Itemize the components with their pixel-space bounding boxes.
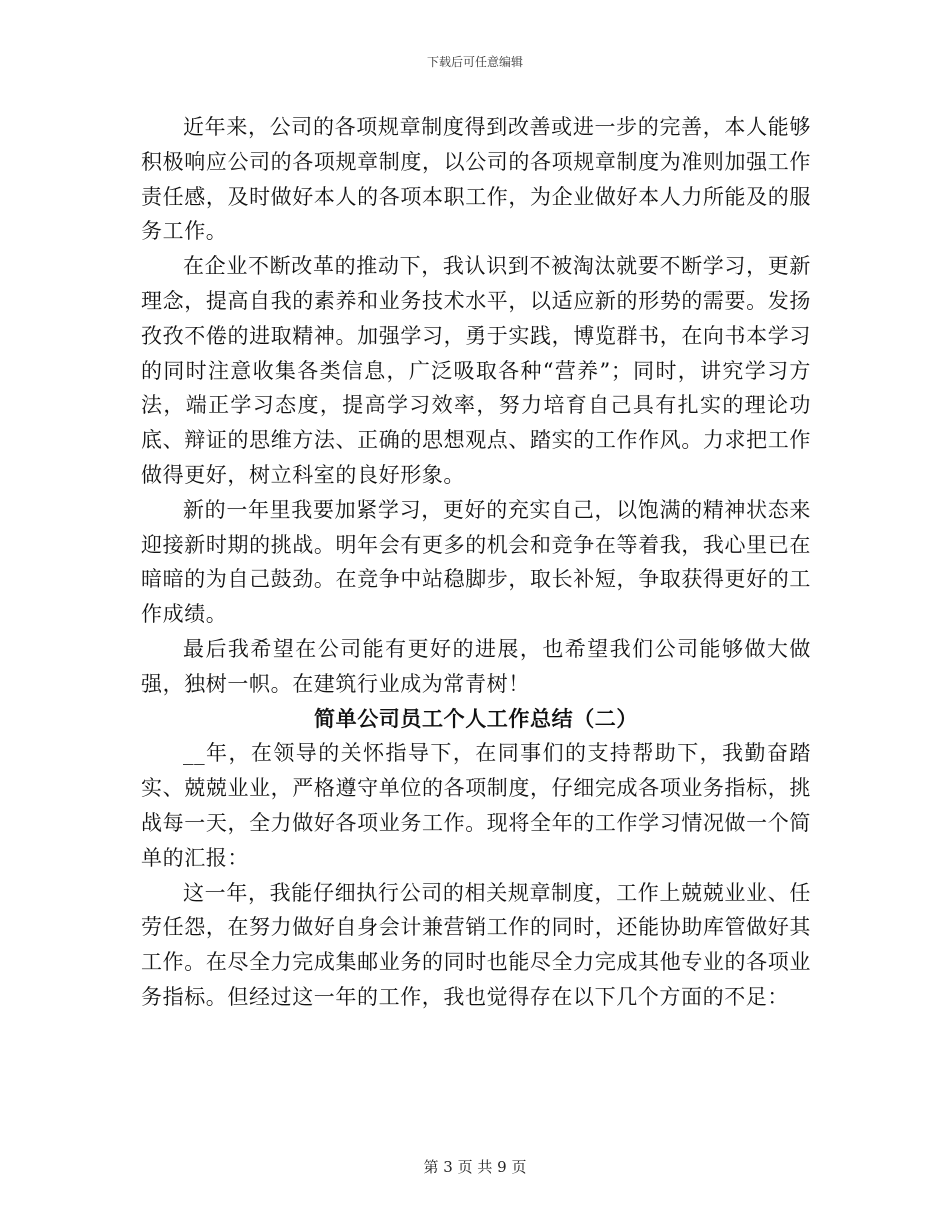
section-title: 简单公司员工个人工作总结（二） bbox=[314, 706, 638, 731]
paragraph-1: 近年来，公司的各项规章制度得到改善或进一步的完善，本人能够积极响应公司的各项规章制度，以公司的各项规章制度为准则加强工作责任感，及时做好本人的各项本职工作，为企业做好本人力所能及的服务工作。 bbox=[141, 115, 811, 244]
page-header: 下载后可任意编辑 bbox=[426, 55, 523, 69]
paragraph-4: 最后我希望在公司能有更好的进展，也希望我们公司能够做大做强，独树一帜。在建筑行业成为常青树！ bbox=[141, 636, 811, 696]
paragraph-2: 在企业不断改革的推动下，我认识到不被淘汰就要不断学习，更新理念，提高自我的素养和业务技术水平，以适应新的形势的需要。发扬孜孜不倦的进取精神。加强学习，勇于实践，博览群书，在向书本学习的同时注意收集各类信息，广泛吸取各种“营养”；同时，讲究学习方法，端正学习态度，提高学习效率，努力培育自己具有扎实的理论功底、辩证的思维方法、正确的思想观点、踏实的工作作风。力求把工作做得更好，树立科室的良好形象。 bbox=[141, 254, 811, 487]
page-number-footer: 第 3 页 共 9 页 bbox=[423, 1158, 527, 1176]
document-body bbox=[141, 110, 811, 1015]
paragraph-3: 新的一年里我要加紧学习，更好的充实自己，以饱满的精神状态来迎接新时期的挑战。明年会有更多的机会和竞争在等着我，我心里已在暗暗的为自己鼓劲。在竞争中站稳脚步，取长补短，争取获得更好的工作成绩。 bbox=[141, 497, 811, 627]
paragraph-6: 这一年，我能仔细执行公司的相关规章制度，工作上兢兢业业、任劳任怨，在努力做好自身会计兼营销工作的同时，还能协助库管做好其工作。在尽全力完成集邮业务的同时也能尽全力完成其他专业的各项业务指标。但经过这一年的工作，我也觉得存在以下几个方面的不足： bbox=[141, 880, 811, 1009]
paragraph-5: __年，在领导的关怀指导下，在同事们的支持帮助下，我勤奋踏实、兢兢业业，严格遵守单位的各项制度，仔细完成各项业务指标，挑战每一天，全力做好各项业务工作。现将全年的工作学习情况做一个简单的汇报： bbox=[141, 741, 811, 870]
